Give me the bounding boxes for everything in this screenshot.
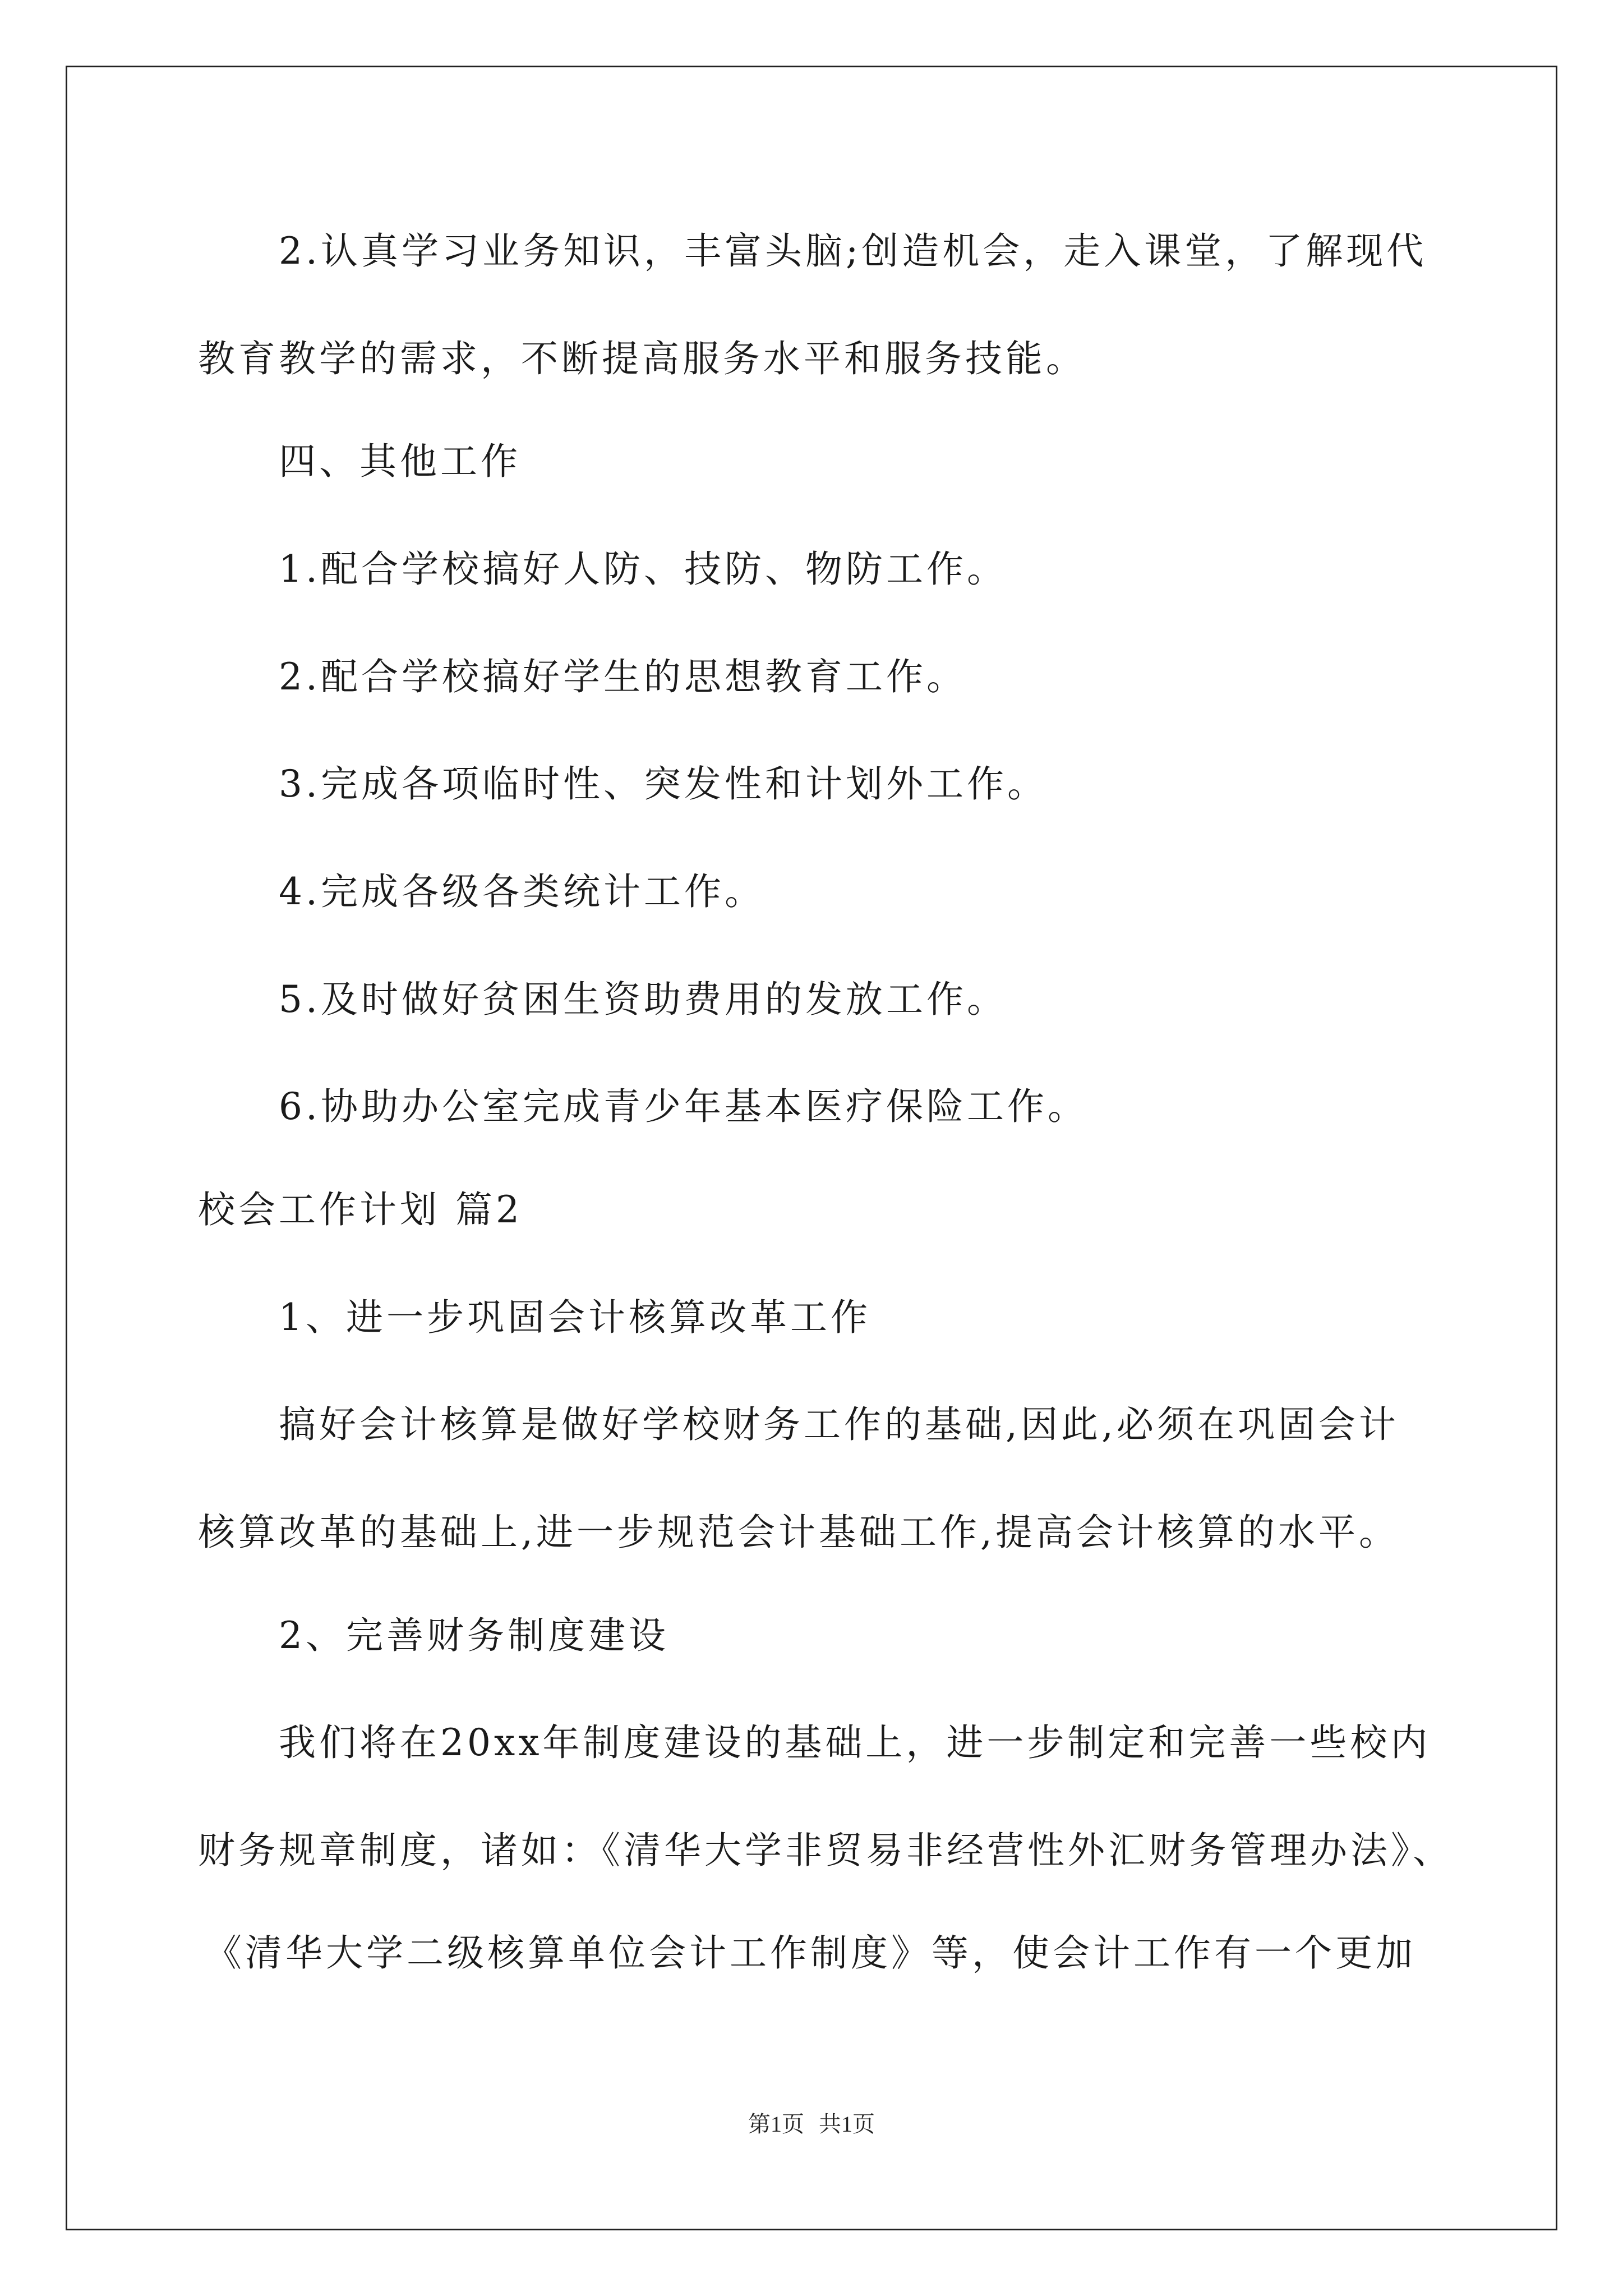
paragraph-line: 2.认真学习业务知识，丰富头脑;创造机会，走入课堂，了解现代 [279,229,1427,273]
section-heading: 四、其他工作 [279,440,521,483]
document-title: 校会工作计划 篇2 [198,1188,523,1231]
section-heading: 1、进一步巩固会计核算改革工作 [279,1296,871,1339]
page-total: 共1页 [819,2111,875,2137]
page-number: 第1页 [748,2111,804,2137]
paragraph-line: 核算改革的基础上,进一步规范会计基础工作,提高会计核算的水平。 [198,1511,1399,1554]
paragraph-line: 搞好会计核算是做好学校财务工作的基础,因此,必须在巩固会计 [279,1403,1399,1446]
paragraph-line: 我们将在20xx年制度建设的基础上，进一步制定和完善一些校内 [279,1721,1431,1764]
section-heading: 2、完善财务制度建设 [279,1614,669,1657]
page-border [66,66,1557,2230]
paragraph-line: 《清华大学二级核算单位会计工作制度》等，使会计工作有一个更加 [205,1931,1416,1975]
list-item: 4.完成各级各类统计工作。 [279,870,765,913]
list-item: 2.配合学校搞好学生的思想教育工作。 [279,655,967,698]
paragraph-line: 财务规章制度，诸如：《清华大学非贸易非经营性外汇财务管理办法》、 [198,1829,1453,1872]
list-item: 1.配合学校搞好人防、技防、物防工作。 [279,547,1007,591]
list-item: 3.完成各项临时性、突发性和计划外工作。 [279,762,1048,806]
paragraph-line: 教育教学的需求，不断提高服务水平和服务技能。 [198,337,1086,380]
list-item: 5.及时做好贫困生资助费用的发放工作。 [279,978,1007,1021]
page-footer [0,2110,1623,2138]
list-item: 6.协助办公室完成青少年基本医疗保险工作。 [279,1085,1088,1128]
